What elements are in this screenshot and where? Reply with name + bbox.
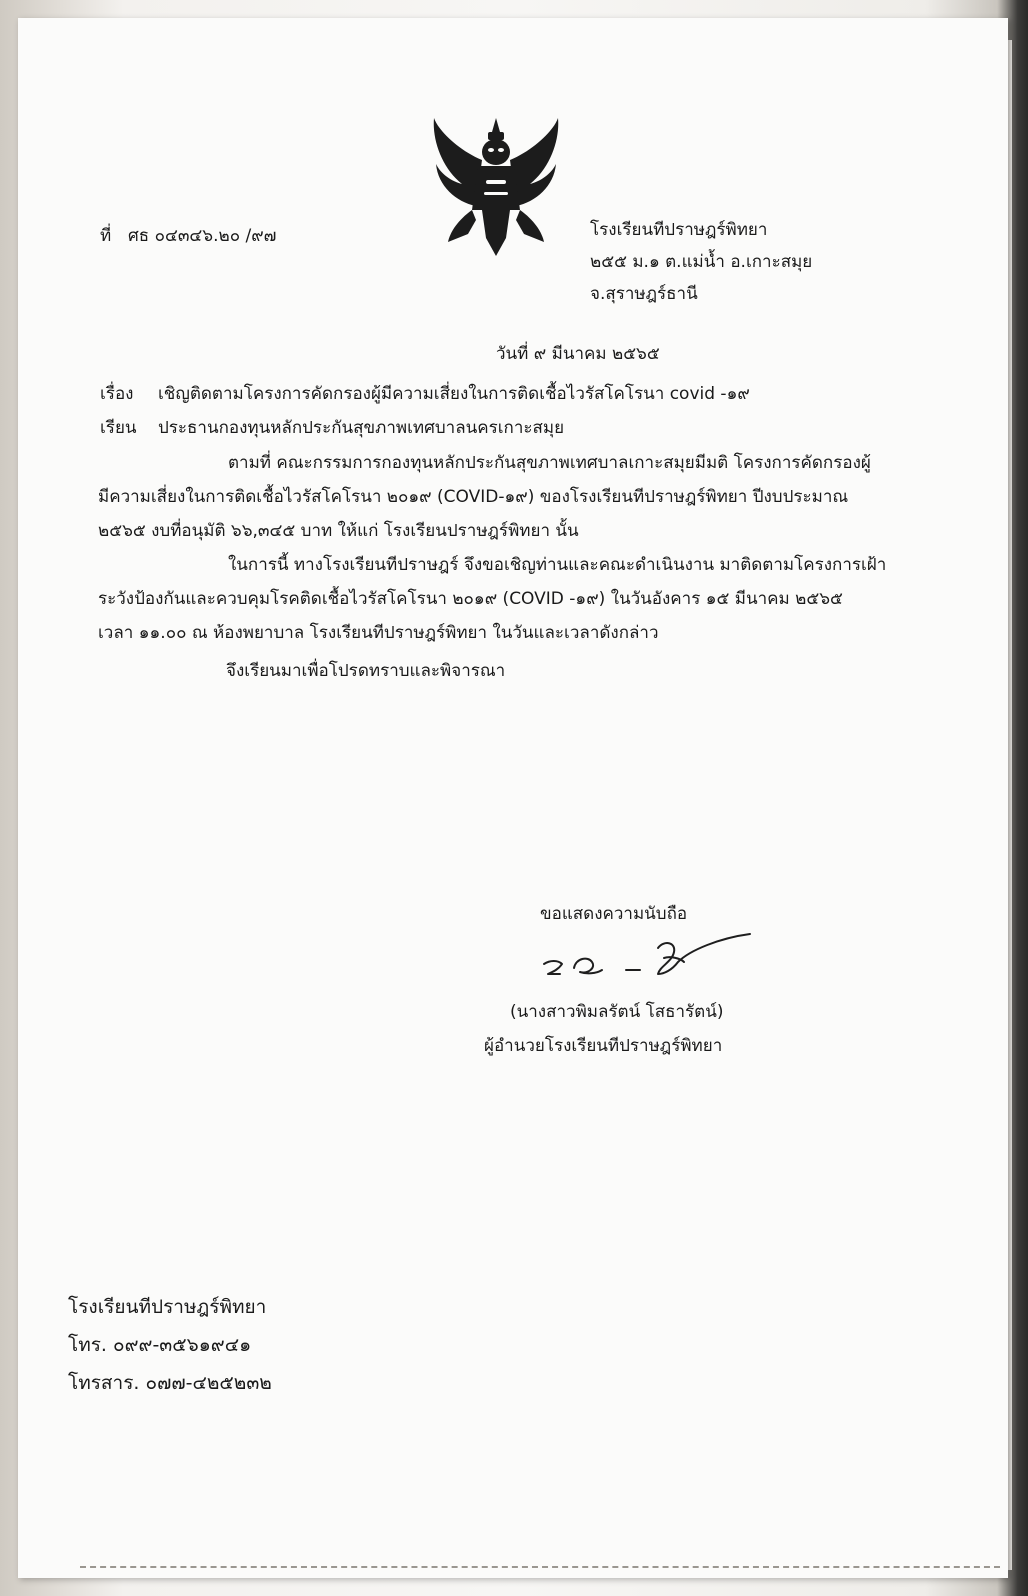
para2-line-1: ในการนี้ ทางโรงเรียนทีปราษฎร์ จึงขอเชิญท่านและคณะดำเนินงาน มาติดตามโครงการเฝ้า <box>228 555 887 575</box>
signer-name: (นางสาวพิมลรัตน์ โสธารัตน์) <box>510 1002 724 1022</box>
para1-line-3: ๒๕๖๕ งบที่อนุมัติ ๖๖,๓๔๕ บาท ให้แก่ โรงเรียนปราษฎร์พิทยา นั้น <box>98 521 579 541</box>
para2-line-2: ระวังป้องกันและควบคุมโรคติดเชื้อไวรัสโคโรนา ๒๐๑๙ (COVID -๑๙) ในวันอังคาร ๑๕ มีนาคม ๒๕๖๕ <box>98 589 843 609</box>
regards-text: ขอแสดงความนับถือ <box>540 904 688 924</box>
closing-line: จึงเรียนมาเพื่อโปรดทราบและพิจารณา <box>226 661 506 681</box>
footer-tel: โทร. ๐๙๙-๓๕๖๑๙๔๑ <box>68 1334 252 1356</box>
address-line-1: ๒๕๕ ม.๑ ต.แม่น้ำ อ.เกาะสมุย <box>590 252 813 272</box>
garuda-emblem-icon <box>428 110 564 260</box>
recipient-text: ประธานกองทุนหลักประกันสุขภาพเทศบาลนครเกาะสมุย <box>158 418 565 438</box>
org-name: โรงเรียนทีปราษฎร์พิทยา <box>590 220 768 240</box>
recipient-label: เรียน <box>100 418 137 438</box>
address-line-2: จ.สุราษฎร์ธานี <box>590 284 698 304</box>
para1-line-2: มีความเสี่ยงในการติดเชื้อไวรัสโคโรนา ๒๐๑๙ (COVID-๑๙) ของโรงเรียนทีปราษฎร์พิทยา ปีงบประมาณ <box>98 487 849 507</box>
ref-label: ที่ <box>100 226 112 246</box>
footer-fax: โทรสาร. ๐๗๗-๔๒๕๒๓๒ <box>68 1372 272 1394</box>
letter-date: วันที่ ๙ มีนาคม ๒๕๖๕ <box>496 344 660 364</box>
para2-line-3: เวลา ๑๑.๐๐ ณ ห้องพยาบาล โรงเรียนทีปราษฎร์พิทยา ในวันและเวลาดังกล่าว <box>98 623 659 643</box>
subject-text: เชิญติดตามโครงการคัดกรองผู้มีความเสี่ยงในการติดเชื้อไวรัสโคโรนา covid -๑๙ <box>158 384 750 404</box>
subject-label: เรื่อง <box>100 384 134 404</box>
footer-org: โรงเรียนทีปราษฎร์พิทยา <box>68 1296 267 1318</box>
signer-position: ผู้อำนวยโรงเรียนทีปราษฎร์พิทยา <box>484 1036 723 1056</box>
handwritten-signature <box>540 930 770 1000</box>
para1-line-1: ตามที่ คณะกรรมการกองทุนหลักประกันสุขภาพเทศบาลเกาะสมุยมีมติ โครงการคัดกรองผู้ <box>228 453 871 473</box>
scan-bottom-edge <box>80 1566 1000 1568</box>
ref-number: ศธ ๐๔๓๔๖.๒๐ /๙๗ <box>128 226 277 246</box>
